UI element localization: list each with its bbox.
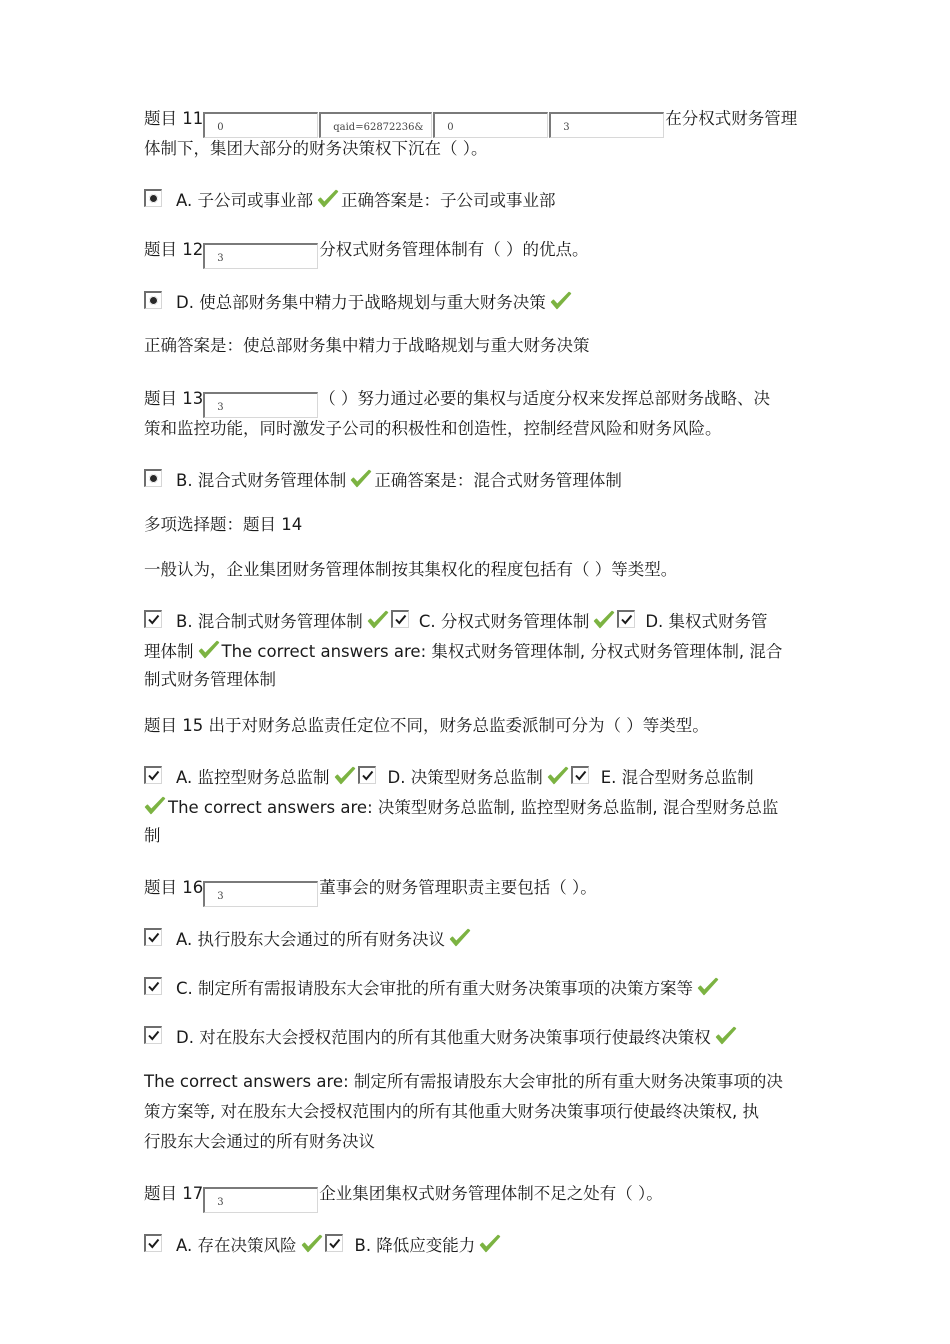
hidden-field[interactable]: 3 <box>203 1187 318 1213</box>
checkbox[interactable] <box>144 977 162 995</box>
choice-label: B. 降低应变能力 <box>354 1236 476 1255</box>
question-number: 题目 16 <box>144 878 204 897</box>
check-mark-icon <box>144 796 166 821</box>
question-number: 题目 11 <box>144 109 204 128</box>
q12-line <box>144 240 589 269</box>
q16-answer-1 <box>144 1072 783 1092</box>
q16-choice-d <box>144 1026 739 1051</box>
check-mark-icon <box>697 977 719 1002</box>
q15-choice-row <box>144 766 754 791</box>
q11-line-2 <box>144 139 488 159</box>
question-text: 一般认为，企业集团财务管理体制按其集权化的程度包括有（ ）等类型。 <box>144 560 678 579</box>
q15-line-2 <box>144 796 778 821</box>
choice-label: D. 决策型财务总监制 <box>387 768 543 787</box>
q15-line-3 <box>144 826 161 846</box>
question-text: 企业集团集权式财务管理体制不足之处有（ ）。 <box>319 1184 663 1203</box>
question-text: 策和监控功能，同时激发子公司的积极性和创造性，控制经营风险和财务风险。 <box>144 419 722 438</box>
correct-answers: The correct answers are: 制定所有需报请股东大会审批的所有重大财务决策事项的决 <box>144 1072 783 1091</box>
q11-line-1 <box>144 109 797 138</box>
checkbox[interactable] <box>617 610 635 628</box>
q14-line-2 <box>144 640 782 665</box>
checkbox[interactable] <box>144 928 162 946</box>
q16-choice-c <box>144 977 721 1002</box>
correct-answers: 制式财务管理体制 <box>144 670 276 689</box>
q13-line-1 <box>144 389 770 418</box>
check-mark-icon <box>547 766 569 791</box>
section-heading <box>144 515 302 535</box>
q14-question <box>144 560 677 580</box>
choice-label: A. 子公司或事业部 <box>176 191 313 210</box>
radio-button[interactable] <box>144 469 162 487</box>
question-number: 题目 17 <box>144 1184 204 1203</box>
choice-label: C. 制定所有需报请股东大会审批的所有重大财务决策事项的决策方案等 <box>176 979 694 998</box>
hidden-field[interactable]: 3 <box>203 881 318 907</box>
q12-answer <box>144 336 590 356</box>
choice-label: C. 分权式财务管理体制 <box>418 612 590 631</box>
hidden-field[interactable]: qaid=62872236& <box>319 112 432 138</box>
q14-line-3 <box>144 670 276 690</box>
check-mark-icon <box>479 1234 501 1259</box>
question-number: 题目 12 <box>144 240 204 259</box>
choice-label: B. 混合制式财务管理体制 <box>176 612 363 631</box>
q16-line <box>144 878 597 907</box>
check-mark-icon <box>301 1234 323 1259</box>
check-mark-icon <box>367 610 389 635</box>
q16-answer-2 <box>144 1102 759 1122</box>
hidden-field[interactable]: 3 <box>203 392 318 418</box>
choice-label: E. 混合型财务总监制 <box>600 768 754 787</box>
checkbox[interactable] <box>144 1234 162 1252</box>
hidden-field[interactable]: 3 <box>203 243 318 269</box>
q11-choice-row <box>144 189 556 214</box>
check-mark-icon <box>593 610 615 635</box>
check-mark-icon <box>198 640 220 665</box>
q16-answer-3 <box>144 1132 375 1152</box>
choice-label: A. 存在决策风险 <box>176 1236 297 1255</box>
checkbox[interactable] <box>144 766 162 784</box>
correct-answers: The correct answers are: 集权式财务管理体制, 分权式财务管理体制, 混合 <box>221 642 783 661</box>
question-text: 在分权式财务管理 <box>665 109 798 128</box>
q16-choice-a <box>144 928 473 953</box>
checkbox[interactable] <box>358 766 376 784</box>
question-text: （ ）努力通过必要的集权与适度分权来发挥总部财务战略、决 <box>319 389 770 408</box>
radio-button[interactable] <box>144 291 162 309</box>
choice-label: 理体制 <box>144 642 194 661</box>
choice-label: D. 集权式财务管 <box>645 612 768 631</box>
check-mark-icon <box>334 766 356 791</box>
checkbox[interactable] <box>391 610 409 628</box>
correct-answers: 制 <box>144 826 161 845</box>
choice-label: D. 使总部财务集中精力于战略规划与重大财务决策 <box>176 293 546 312</box>
correct-answer: 正确答案是：使总部财务集中精力于战略规划与重大财务决策 <box>144 336 590 355</box>
correct-answer: 正确答案是：子公司或事业部 <box>341 191 556 210</box>
q13-choice-row <box>144 469 622 494</box>
q17-line <box>144 1184 663 1213</box>
hidden-field[interactable]: 0 <box>433 112 548 138</box>
checkbox[interactable] <box>325 1234 343 1252</box>
q15-question <box>144 716 709 736</box>
radio-button[interactable] <box>144 189 162 207</box>
check-mark-icon <box>550 291 572 316</box>
check-mark-icon <box>350 469 372 494</box>
question-text: 董事会的财务管理职责主要包括（ ）。 <box>319 878 597 897</box>
check-mark-icon <box>317 189 339 214</box>
choice-label: A. 执行股东大会通过的所有财务决议 <box>176 930 445 949</box>
checkbox[interactable] <box>571 766 589 784</box>
q14-choice-row <box>144 610 768 635</box>
checkbox[interactable] <box>144 1026 162 1044</box>
q13-line-2 <box>144 419 722 439</box>
checkbox[interactable] <box>144 610 162 628</box>
choice-label: A. 监控型财务总监制 <box>176 768 330 787</box>
check-mark-icon <box>449 928 471 953</box>
q17-choice-row <box>144 1234 503 1259</box>
correct-answer: 正确答案是：混合式财务管理体制 <box>374 471 622 490</box>
correct-answers: The correct answers are: 决策型财务总监制, 监控型财务总监制, 混合型财务总监 <box>168 798 779 817</box>
question-text: 体制下，集团大部分的财务决策权下沉在（ ）。 <box>144 139 488 158</box>
correct-answers: 行股东大会通过的所有财务决议 <box>144 1132 375 1151</box>
q12-choice-row <box>144 291 574 316</box>
correct-answers: 策方案等, 对在股东大会授权范围内的所有其他重大财务决策事项行使最终决策权, 执 <box>144 1102 759 1121</box>
check-mark-icon <box>715 1026 737 1051</box>
hidden-field[interactable]: 3 <box>549 112 664 138</box>
hidden-field[interactable]: 0 <box>203 112 318 138</box>
choice-label: B. 混合式财务管理体制 <box>176 471 347 490</box>
question-text: 分权式财务管理体制有（ ）的优点。 <box>319 240 589 259</box>
choice-label: D. 对在股东大会授权范围内的所有其他重大财务决策事项行使最终决策权 <box>176 1028 711 1047</box>
question-number: 题目 13 <box>144 389 204 408</box>
question-text: 题目 15 出于对财务总监责任定位不同，财务总监委派制可分为（ ）等类型。 <box>144 716 709 735</box>
section-title: 多项选择题：题目 14 <box>144 515 303 534</box>
